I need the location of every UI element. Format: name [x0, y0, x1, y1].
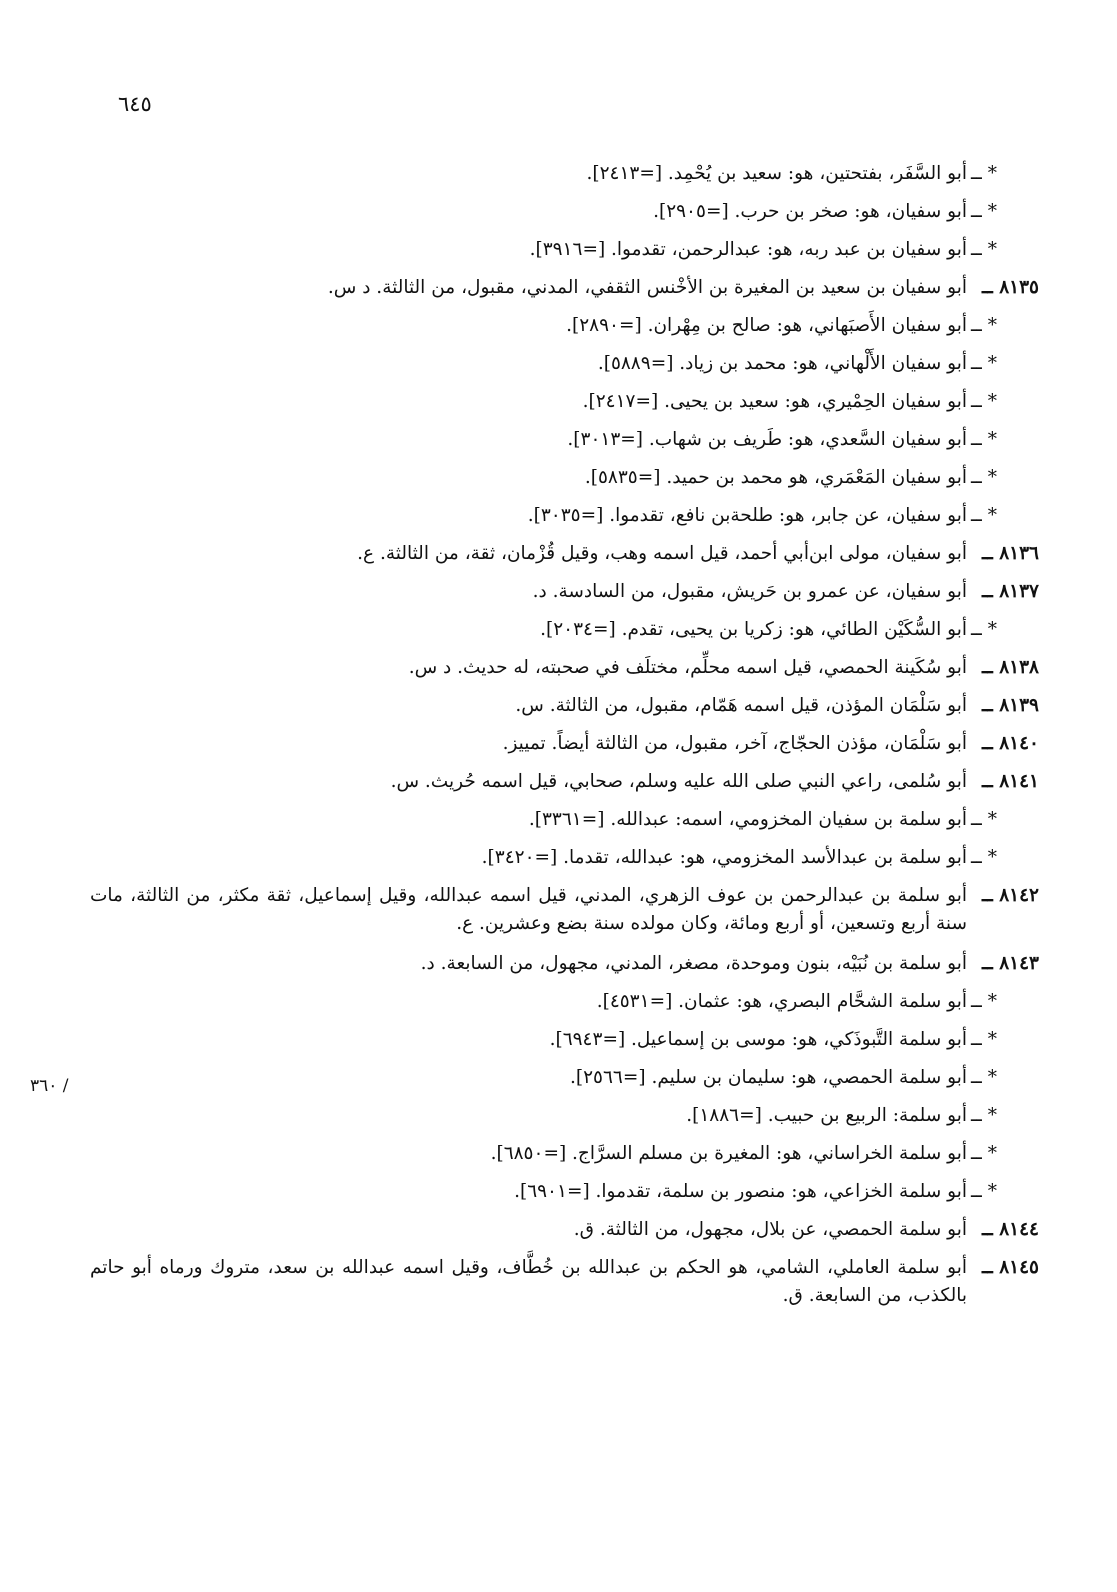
entry-text: أبو سُلمى، راعي النبي صلى الله عليه وسلم، صحابي، قيل اسمه حُريث. س.	[390, 771, 967, 792]
entry-text: أبو سلمة بن سفيان المخزومي، اسمه: عبدالله. [=٣٣٦١].	[528, 809, 967, 830]
entry-number: ٨١٤١ ــ	[981, 771, 1039, 792]
entry-text: أبو السُّكَيْن الطائي، هو: زكريا بن يحيى، تقدم. [=٢٠٣٤].	[540, 619, 967, 640]
entry-text: أبو سفيان المَعْمَري، هو محمد بن حميد. [=٥٨٣٥].	[584, 467, 967, 488]
list-item	[90, 464, 1039, 502]
entry-number: ٨١٣٥ ــ	[981, 277, 1039, 298]
list-item	[90, 426, 1039, 464]
list-item	[90, 578, 1039, 616]
entry-text: أبو سلمة الخزاعي، هو: منصور بن سلمة، تقدموا. [=٦٩٠١].	[514, 1181, 967, 1202]
entry-text: أبو سفيان، عن عمرو بن حَريش، مقبول، من السادسة. د.	[532, 581, 967, 602]
list-item	[90, 768, 1039, 806]
entry-text: أبو سلمة بن عبدالأسد المخزومي، هو: عبدالله، تقدما. [=٣٤٢٠].	[481, 847, 967, 868]
entry-mark: * ــ	[971, 239, 997, 260]
entry-mark: * ــ	[971, 315, 997, 336]
list-item	[90, 160, 1039, 198]
entry-mark: * ــ	[971, 505, 997, 526]
entry-mark: * ــ	[971, 1105, 997, 1126]
entry-number: ٨١٣٨ ــ	[981, 657, 1039, 678]
list-item	[90, 1026, 1039, 1064]
entry-number: ٨١٣٦ ــ	[981, 543, 1039, 564]
entry-text: أبو سفيان الحِمْيري، هو: سعيد بن يحيى. [=٢٤١٧].	[582, 391, 967, 412]
entry-text: أبو سلمة بن عبدالرحمن بن عوف الزهري، المدني، قيل اسمه عبدالله، وقيل إسماعيل، ثقة مكثر، من الثالثة، مات سنة أربع وتسعين، أو أربع ومائة، وكان مولده سنة بضع وعشرين. ع.	[90, 885, 967, 934]
entry-mark: * ــ	[971, 467, 997, 488]
entry-mark: * ــ	[971, 991, 997, 1012]
list-item	[90, 806, 1039, 844]
entry-text: أبو سفيان، مولى ابن‌أبي أحمد، قيل اسمه وهب، وقيل قُزْمان، ثقة، من الثالثة. ع.	[357, 543, 967, 564]
entry-number: ٨١٤٥ ــ	[981, 1257, 1039, 1278]
list-item	[90, 616, 1039, 654]
entry-text: أبو سفيان الأَلْهاني، هو: محمد بن زياد. [=٥٨٨٩].	[597, 353, 967, 374]
entry-text: أبو سلمة الحمصي، هو: سليمان بن سليم. [=٢٥٦٦].	[570, 1067, 967, 1088]
list-item	[90, 1216, 1039, 1254]
entry-mark: * ــ	[971, 809, 997, 830]
list-item	[90, 882, 1039, 950]
entry-text: أبو سلمة العاملي، الشامي، هو الحكم بن عبدالله بن خُطَّاف، وقيل اسمه عبدالله بن سعد، متروك ورماه أبو حاتم بالكذب، من السابعة. ق.	[90, 1257, 967, 1306]
page-number: ٦٤٥	[118, 92, 152, 116]
entry-mark: * ــ	[971, 1067, 997, 1088]
entry-text: أبو سُكَينة الحمصي، قيل اسمه محلِّم، مختلَف في صحبته، له حديث. د س.	[408, 657, 967, 678]
entry-text: أبو سفيان، عن جابر، هو: طلحةبن نافع، تقدموا. [=٣٠٣٥].	[527, 505, 967, 526]
list-item	[90, 988, 1039, 1026]
entry-text: أبو سلمة الخراساني، هو: المغيرة بن مسلم السرَّاج. [=٦٨٥٠].	[490, 1143, 967, 1164]
entry-text: أبو سلمة الحمصي، عن بلال، مجهول، من الثالثة. ق.	[573, 1219, 967, 1240]
list-item	[90, 312, 1039, 350]
entry-number: ٨١٣٩ ــ	[981, 695, 1039, 716]
entry-text: أبو سفيان بن عبد ربه، هو: عبدالرحمن، تقدموا. [=٣٩١٦].	[529, 239, 967, 260]
list-item	[90, 198, 1039, 236]
list-item	[90, 388, 1039, 426]
entry-text: أبو سَلْمَان، مؤذن الحجّاج، آخر، مقبول، من الثالثة أيضاً. تمييز.	[502, 733, 967, 754]
entry-mark: * ــ	[971, 1029, 997, 1050]
list-item	[90, 540, 1039, 578]
list-item	[90, 1064, 1039, 1102]
entry-mark: * ــ	[971, 429, 997, 450]
entry-text: أبو سلمة الشحَّام البصري، هو: عثمان. [=٤٥٣١].	[596, 991, 967, 1012]
list-item	[90, 1102, 1039, 1140]
entry-text: أبو سلمة بن نُبَيْه، بنون وموحدة، مصغر، المدني، مجهول، من السابعة. د.	[420, 953, 967, 974]
entry-text: أبو سلمة التَّبوذَكي، هو: موسى بن إسماعيل. [=٦٩٤٣].	[549, 1029, 967, 1050]
entry-number: ٨١٤٢ ــ	[981, 885, 1039, 906]
entry-number: ٨١٤٣ ــ	[981, 953, 1039, 974]
list-item	[90, 950, 1039, 988]
entry-mark: * ــ	[971, 353, 997, 374]
entry-mark: * ــ	[971, 163, 997, 184]
entry-text: أبو سَلْمَان المؤذن، قيل اسمه هَمّام، مقبول، من الثالثة. س.	[515, 695, 967, 716]
list-item	[90, 1140, 1039, 1178]
entry-mark: * ــ	[971, 391, 997, 412]
entry-number: ٨١٣٧ ــ	[981, 581, 1039, 602]
list-item	[90, 844, 1039, 882]
list-item	[90, 502, 1039, 540]
entry-text: أبو سفيان، هو: صخر بن حرب. [=٢٩٠٥].	[653, 201, 967, 222]
list-item	[90, 730, 1039, 768]
entry-number: ٨١٤٤ ــ	[981, 1219, 1039, 1240]
entry-text: أبو سفيان الأَصبَهاني، هو: صالح بن مِهْران. [=٢٨٩٠].	[566, 315, 967, 336]
entry-number: ٨١٤٠ ــ	[981, 733, 1039, 754]
list-item	[90, 274, 1039, 312]
list-item	[90, 1254, 1039, 1322]
margin-note: / ٣٦٠	[30, 1076, 69, 1096]
list-item	[90, 654, 1039, 692]
entry-text: أبو سفيان بن سعيد بن المغيرة بن الأخْنس الثقفي، المدني، مقبول، من الثالثة. د س.	[327, 277, 967, 298]
entry-mark: * ــ	[971, 1143, 997, 1164]
list-item	[90, 236, 1039, 274]
entry-text: أبو سفيان السَّعدي، هو: طَريف بن شهاب. [=٣٠١٣].	[567, 429, 967, 450]
entries-list	[90, 160, 1039, 1322]
entry-mark: * ــ	[971, 201, 997, 222]
entry-mark: * ــ	[971, 619, 997, 640]
list-item	[90, 350, 1039, 388]
entry-text: أبو سلمة: الربيع بن حبيب. [=١٨٨٦].	[686, 1105, 967, 1126]
list-item	[90, 1178, 1039, 1216]
entry-mark: * ــ	[971, 847, 997, 868]
list-item	[90, 692, 1039, 730]
entry-text: أبو السَّفَر، بفتحتين، هو: سعيد بن يُحْمِد. [=٢٤١٣].	[586, 163, 967, 184]
entry-mark: * ــ	[971, 1181, 997, 1202]
